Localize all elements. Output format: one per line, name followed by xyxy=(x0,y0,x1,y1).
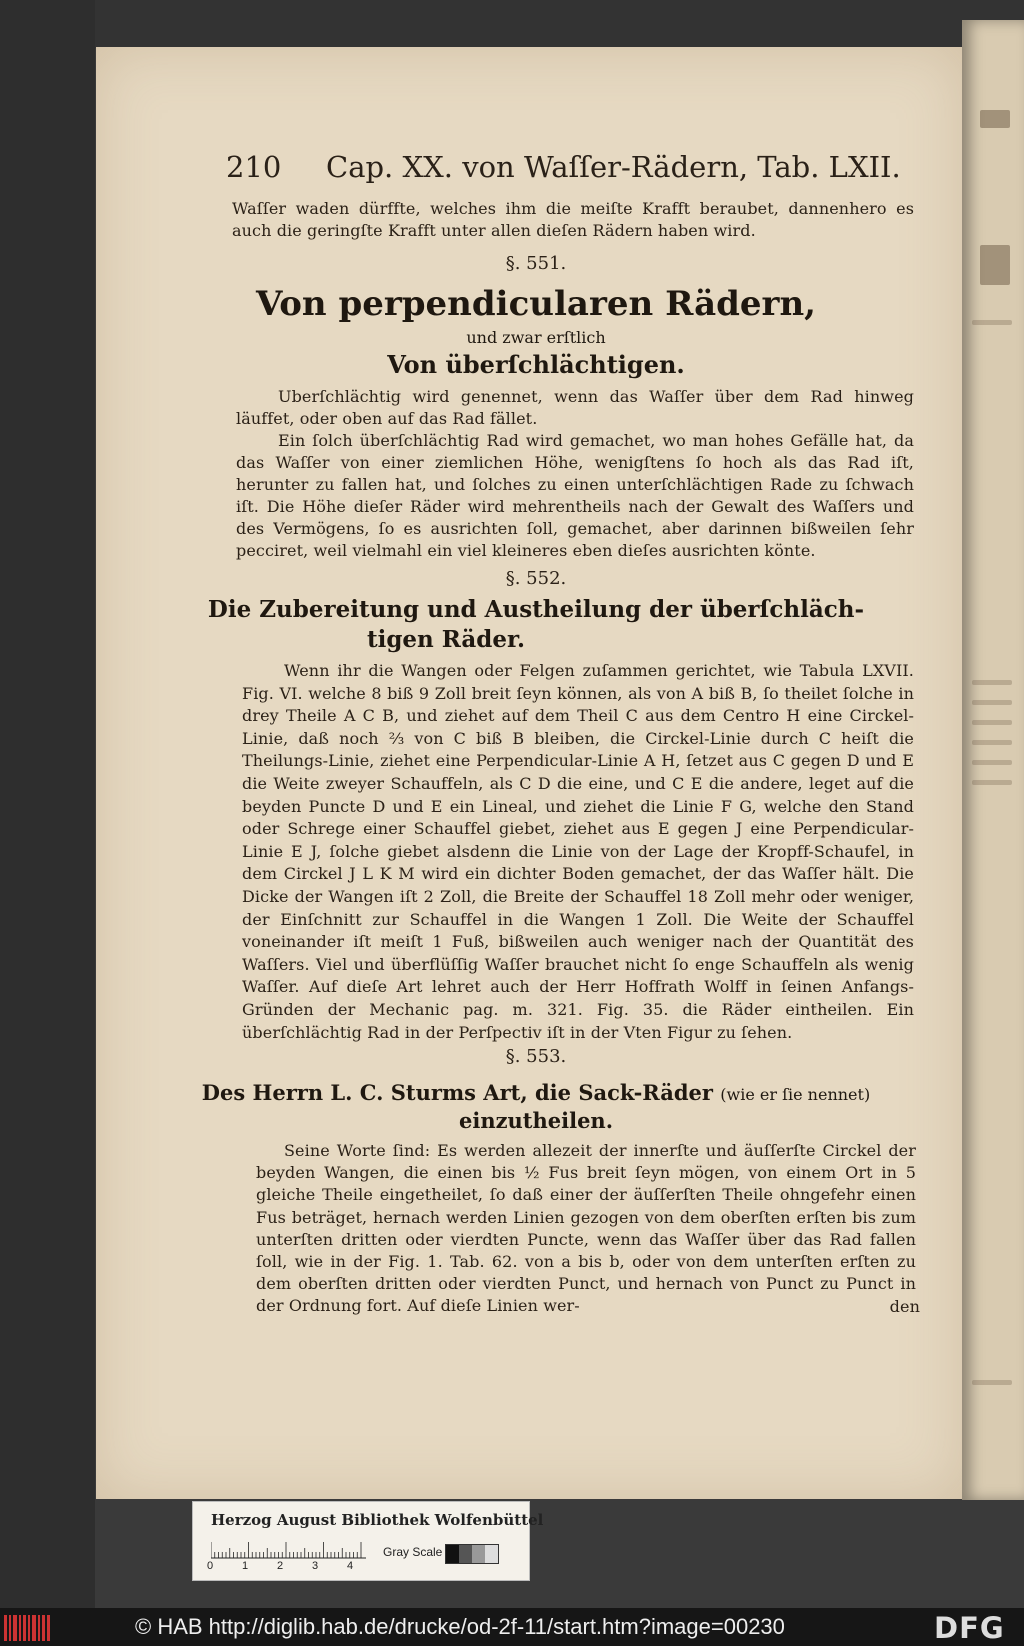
section-551-para1: Uberſchlächtig wird genennet, wenn das Waſſer über dem Rad hinweg läuffet, oder oben auf das Rad fället. xyxy=(236,387,914,428)
footer-bar xyxy=(0,1608,1024,1646)
section-553-title-main: Des Herrn L. C. Sturms Art, die Sack-Räder xyxy=(201,1080,713,1105)
catchword: den xyxy=(889,1297,920,1316)
section-552-paragraph: Wenn ihr die Wangen oder Felgen zuſammen gerichtet, wie Tabula LXVII. Fig. VI. welche 8 biß 9 Zoll breit ſeyn können, als von A biß B, ſo theilet ſolche in drey Theile A C B, und ziehet auf dem Theil C aus dem Centro H eine Circkel-Linie, daß noch ⅔ von C biß B bleiben, die Circkel-Linie durch C heiſt die Theilungs-Linie, ziehet eine Perpendicular-Linie A H, ſetzet aus C gegen D und E die Weite zweyer Schauffeln, als C D die eine, und C E die andere, leget auf die beyden Puncte D und E ein Lineal, und ziehet die Linie F G, welche den Stand oder Schrege einer Schauffel giebet, ziehet aus E gegen J eine Perpendicular-Linie E J, ſolche giebet alsdenn die Linie von der Lage der Kropff-Schaufel, in dem Circkel J L K M wird ein dichter Boden gemachet, der das Waſſer hält. Die Dicke der Wangen iſt 2 Zoll, die Breite der Schauffel 18 Zoll mehr oder weniger, der Einſchnitt zur Schauffel in die Wangen 1 Zoll. Die Weite der Schauffel voneinander iſt meiſt 1 Fuß, bißweilen auch weniger nach der Quantität des Waſſers. Viel und überflüſſig Waſſer brauchet nicht ſo enge Schauffeln als wenig Waſſer. Auf dieſe Art lehret auch der Herr Hoffrath Wolff in ſeinen Anfangs-Gründen der Mechanic pag. m. 321. Fig. 35. die Räder eintheilen. Ein überſchlächtig Rad in der Perſpectiv iſt in der Vten Figur zu ſehen. xyxy=(242,661,914,1042)
gray-swatch xyxy=(446,1545,459,1563)
page-header xyxy=(226,150,901,190)
ruler-number: 4 xyxy=(347,1560,354,1572)
gray-swatch xyxy=(459,1545,472,1563)
section-553-title-aside: (wie er ſie nennet) xyxy=(720,1085,871,1104)
ruler-number: 1 xyxy=(242,1560,249,1572)
ruler-number: 2 xyxy=(277,1560,284,1572)
scanner-background-left xyxy=(0,0,95,1608)
section-551-subtitle: und zwar erſtlich xyxy=(466,328,606,347)
gray-swatch xyxy=(485,1545,498,1563)
barcode-icon xyxy=(4,1615,50,1641)
continuation-paragraph: Waſſer waden dürffte, welches ihm die meiſte Krafft beraubet, dannenhero es auch die geringſte Krafft unter allen dieſen Rädern haben wird. xyxy=(232,199,914,240)
section-553-paragraph: Seine Worte ſind: Es werden allezeit der innerſte und äuſſerſte Circkel der beyden Wangen, die einen bis ½ Fus breit ſeyn mögen, von einem Ort in 5 gleiche Theile eingetheilet, ſo daß einer der äuſſerſten Theile ohngefehr einen Fus beträget, hernach werden Linien gezogen von dem oberſten erſten bis zum unterſten dritten oder vierdten Puncte, wenn das Waſſer über das Rad fallen ſoll, wie in der Fig. 1. Tab. 62. von a bis b, oder von dem unterſten erſten zu dem oberſten dritten oder vierdten Punct, und hernach von Punct zu Punct in der Ordnung fort. Auf dieſe Linien wer- xyxy=(256,1141,916,1316)
section-551-title: Von perpendicularen Rädern, xyxy=(255,284,817,324)
section-553-title-line2: einzutheilen. xyxy=(458,1108,614,1133)
dfg-logo: DFG xyxy=(934,1611,1005,1645)
section-number-553: §. 553. xyxy=(505,1046,567,1067)
section-551-para2: Ein ſolch überſchlächtig Rad wird gemachet, wo man hohes Gefälle hat, da das Waſſer von einer ziemlichen Höhe, wenigſtens ſo hoch als das Rad iſt, herunter zu fallen hat, und ſolches zu einen unterſchlächtigen Rade zu ſchwach iſt. Die Höhe dieſer Räder wird mehrentheils nach der Gewalt des Waſſers und des Vermögens, ſo es ausrichten ſoll, gemachet, aber darinnen bißweilen ſehr pecciret, weil vielmahl ein viel kleineres eben dieſes ausrichten könte. xyxy=(236,431,914,560)
ruler-number: 3 xyxy=(312,1560,319,1572)
section-552-title-line1: Die Zubereitung und Austheilung der überſchläch- xyxy=(207,596,865,623)
page-number: 210 xyxy=(226,150,282,184)
footer-credit-link[interactable]: © HAB http://diglib.hab.de/drucke/od-2f-11/start.htm?image=00230 xyxy=(135,1614,785,1639)
scanner-background-top xyxy=(0,0,1024,48)
ruler-number: 0 xyxy=(207,1560,214,1572)
scale-card xyxy=(192,1501,544,1581)
adjacent-page-edge xyxy=(962,20,1024,1500)
section-number-551: §. 551. xyxy=(505,253,567,274)
institution-name: Herzog August Bibliothek Wolfenbüttel xyxy=(211,1511,544,1529)
running-head: Cap. XX. von Waſſer-Rädern, Tab. LXII. xyxy=(326,150,901,184)
section-553-title-line1 xyxy=(96,1080,976,1105)
ruler-numbers xyxy=(207,1560,382,1572)
section-552-title-line2: tigen Räder. xyxy=(366,626,526,653)
gray-scale-label: Gray Scale xyxy=(383,1545,443,1559)
section-551-title2: Von überſchlächtigen. xyxy=(387,350,685,379)
gray-scale-swatches xyxy=(445,1544,499,1564)
gray-swatch xyxy=(472,1545,485,1563)
ruler-scale-icon xyxy=(211,1540,366,1562)
section-number-552: §. 552. xyxy=(505,568,567,589)
